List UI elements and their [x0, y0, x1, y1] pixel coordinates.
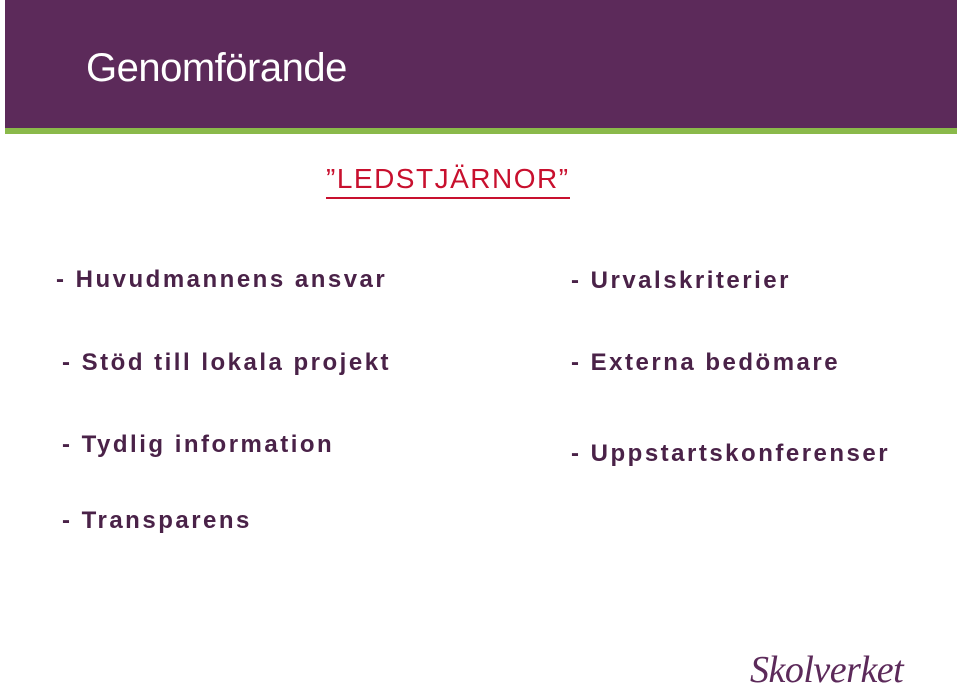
bullet-externa-bedomare: - Externa bedömare: [571, 349, 841, 376]
bullet-urvalskriterier: - Urvalskriterier: [571, 267, 791, 294]
subtitle-ledstjarnor: ”LEDSTJÄRNOR”: [326, 162, 570, 199]
skolverket-logo: Skolverket: [750, 649, 904, 691]
header-accent-line: [5, 128, 957, 134]
bullet-stod-lokala-projekt: - Stöd till lokala projekt: [62, 349, 392, 376]
bullet-transparens: - Transparens: [62, 507, 252, 534]
bullet-huvudmannens-ansvar: - Huvudmannens ansvar: [56, 266, 388, 293]
bullet-tydlig-information: - Tydlig information: [62, 431, 335, 458]
slide-title: Genomförande: [86, 46, 347, 90]
bullet-uppstartskonferenser: - Uppstartskonferenser: [571, 440, 891, 467]
